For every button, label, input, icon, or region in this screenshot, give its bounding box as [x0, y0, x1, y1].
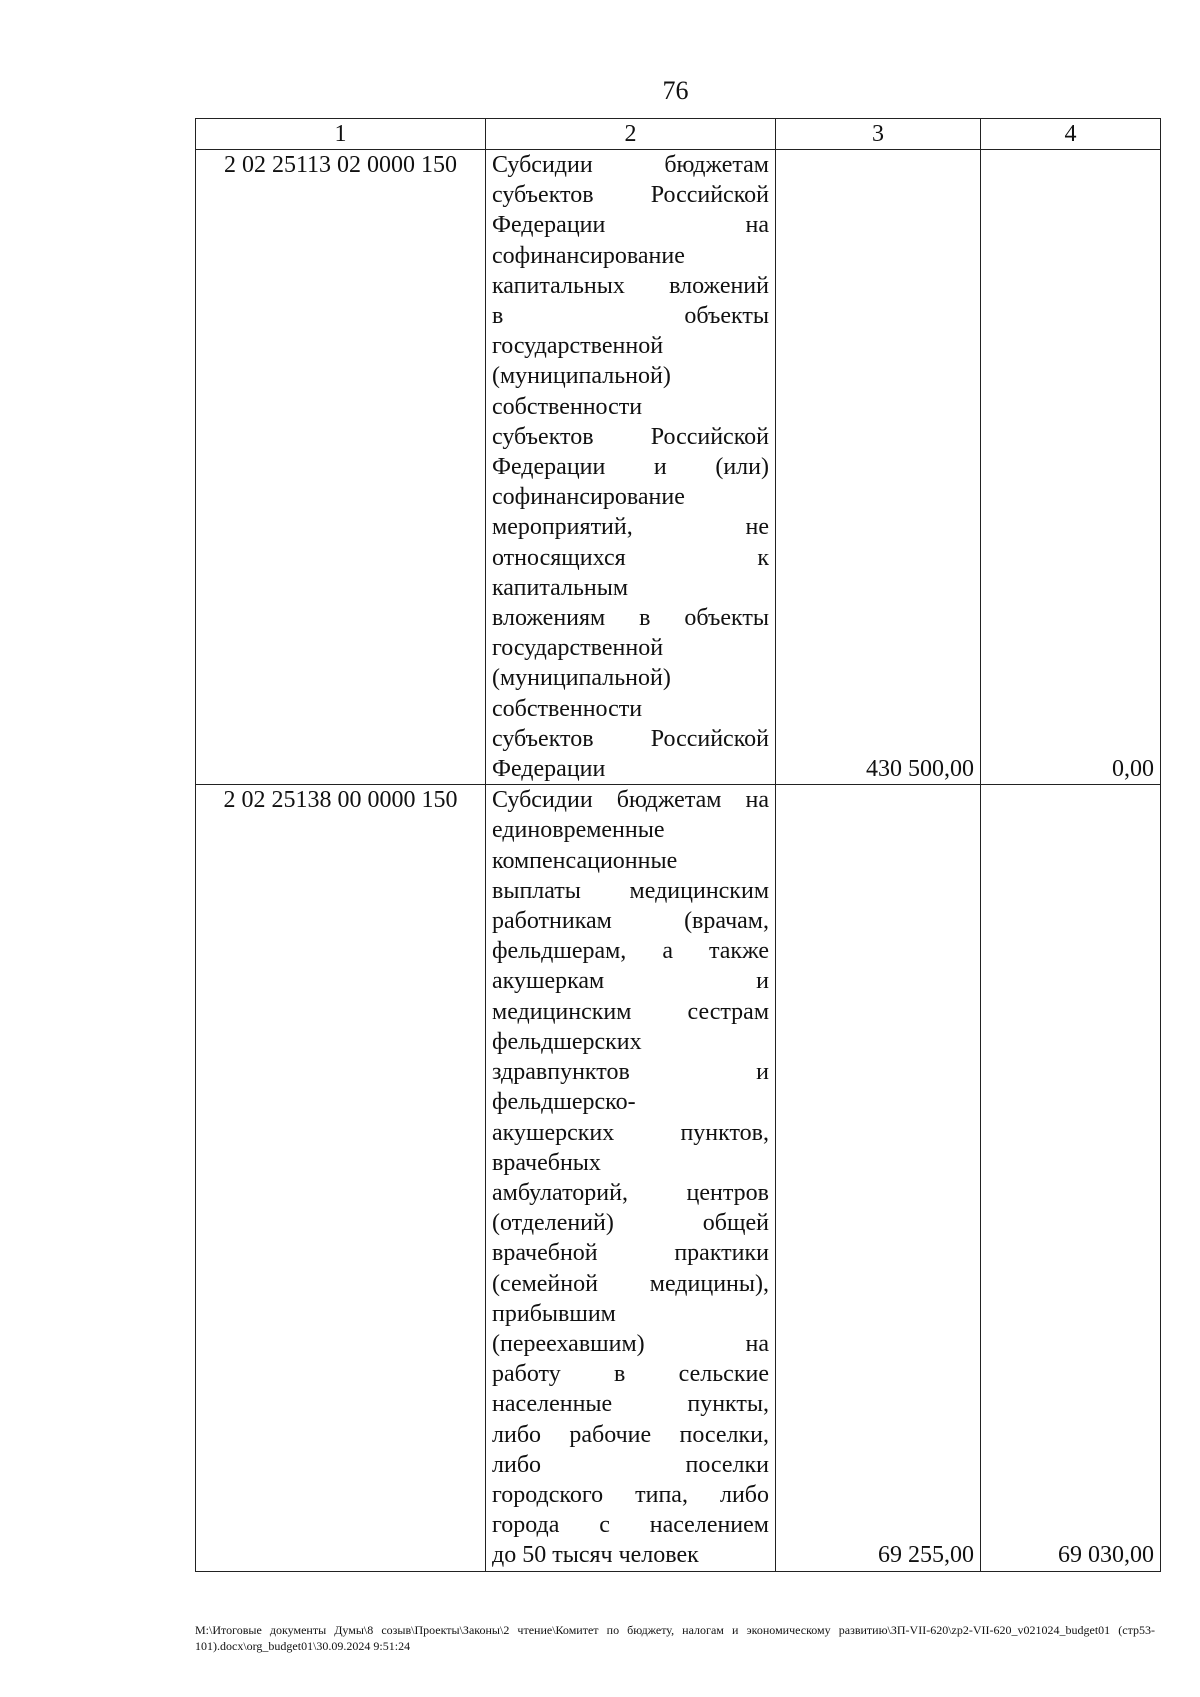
description-line: Федерации: [492, 756, 606, 783]
description-line: капитальных вложений: [492, 272, 769, 299]
budget-table: [195, 118, 1161, 1572]
footer-file-path: M:\Итоговые документы Думы\8 созыв\Проекты\Законы\2 чтение\Комитет по бюджету, налогам и экономическому развитию\ЗП-VII-620\zp2-VII-620_v021024_budget01 (стр53-101).docx\org_budget01\30.09.2024 9:51:24: [195, 1623, 1155, 1653]
description-line: (муниципальной): [492, 665, 671, 692]
description-line: Субсидии бюджетам на: [492, 787, 769, 814]
description-line: в объекты: [492, 303, 769, 330]
description-line: Федерации и (или): [492, 454, 769, 481]
table-row: [196, 150, 1161, 785]
description-line: прибывшим: [492, 1300, 616, 1327]
description-line: единовременные: [492, 817, 665, 844]
description-line: государственной: [492, 635, 664, 662]
description-line: субъектов Российской: [492, 725, 769, 752]
description-line: (муниципальной): [492, 363, 671, 390]
description-line: акушерских пунктов,: [492, 1119, 769, 1146]
description-line: (отделений) общей: [492, 1210, 769, 1237]
description-line: либо рабочие поселки,: [492, 1421, 769, 1448]
description-line: населенные пункты,: [492, 1391, 769, 1418]
description-line: мероприятий, не: [492, 514, 769, 541]
table-row: [196, 785, 1161, 1571]
description-line: софинансирование: [492, 484, 685, 511]
amount-col-4: 0,00: [981, 150, 1161, 785]
table-header-row: [196, 119, 1161, 150]
description-line: акушеркам и: [492, 968, 769, 995]
description-line: компенсационные: [492, 847, 678, 874]
description-line: медицинским сестрам: [492, 998, 769, 1025]
description-line: здравпунктов и: [492, 1059, 769, 1086]
description-line: Субсидии бюджетам: [492, 152, 769, 178]
description-line: софинансирование: [492, 242, 685, 269]
header-col-3: 3: [776, 119, 981, 150]
description-line: либо поселки: [492, 1451, 769, 1478]
amount-col-3: 430 500,00: [776, 150, 981, 785]
description-line: врачебной практики: [492, 1240, 769, 1267]
description-cell: [486, 785, 776, 1571]
budget-code: 2 02 25113 02 0000 150: [196, 150, 486, 785]
amount-col-4: 69 030,00: [981, 785, 1161, 1571]
description-line: врачебных: [492, 1149, 601, 1176]
description-line: собственности: [492, 695, 643, 722]
description-line: фельдшерско-: [492, 1089, 636, 1116]
description-line: до 50 тысяч человек: [492, 1542, 699, 1569]
description-line: вложениям в объекты: [492, 605, 769, 632]
description-line: амбулаторий, центров: [492, 1179, 769, 1206]
header-col-1: 1: [196, 119, 486, 150]
description-line: работу в сельские: [492, 1361, 769, 1388]
description-cell: [486, 150, 776, 785]
description-line: выплаты медицинским: [492, 877, 769, 904]
description-line: фельдшерских: [492, 1028, 642, 1055]
header-col-2: 2: [486, 119, 776, 150]
amount-col-3: 69 255,00: [776, 785, 981, 1571]
description-line: субъектов Российской: [492, 182, 769, 209]
header-col-4: 4: [981, 119, 1161, 150]
description-line: субъектов Российской: [492, 423, 769, 450]
description-line: (семейной медицины),: [492, 1270, 769, 1297]
description-line: города с населением: [492, 1512, 769, 1539]
description-line: государственной: [492, 333, 664, 360]
description-line: фельдшерам, а также: [492, 938, 769, 965]
description-line: Федерации на: [492, 212, 769, 239]
description-line: капитальным: [492, 574, 629, 601]
description-line: (переехавшим) на: [492, 1330, 769, 1357]
description-line: городского типа, либо: [492, 1481, 769, 1508]
budget-code: 2 02 25138 00 0000 150: [196, 785, 486, 1571]
description-line: собственности: [492, 393, 643, 420]
page-number: 76: [662, 76, 689, 105]
description-line: работникам (врачам,: [492, 908, 769, 935]
description-line: относящихся к: [492, 544, 769, 571]
